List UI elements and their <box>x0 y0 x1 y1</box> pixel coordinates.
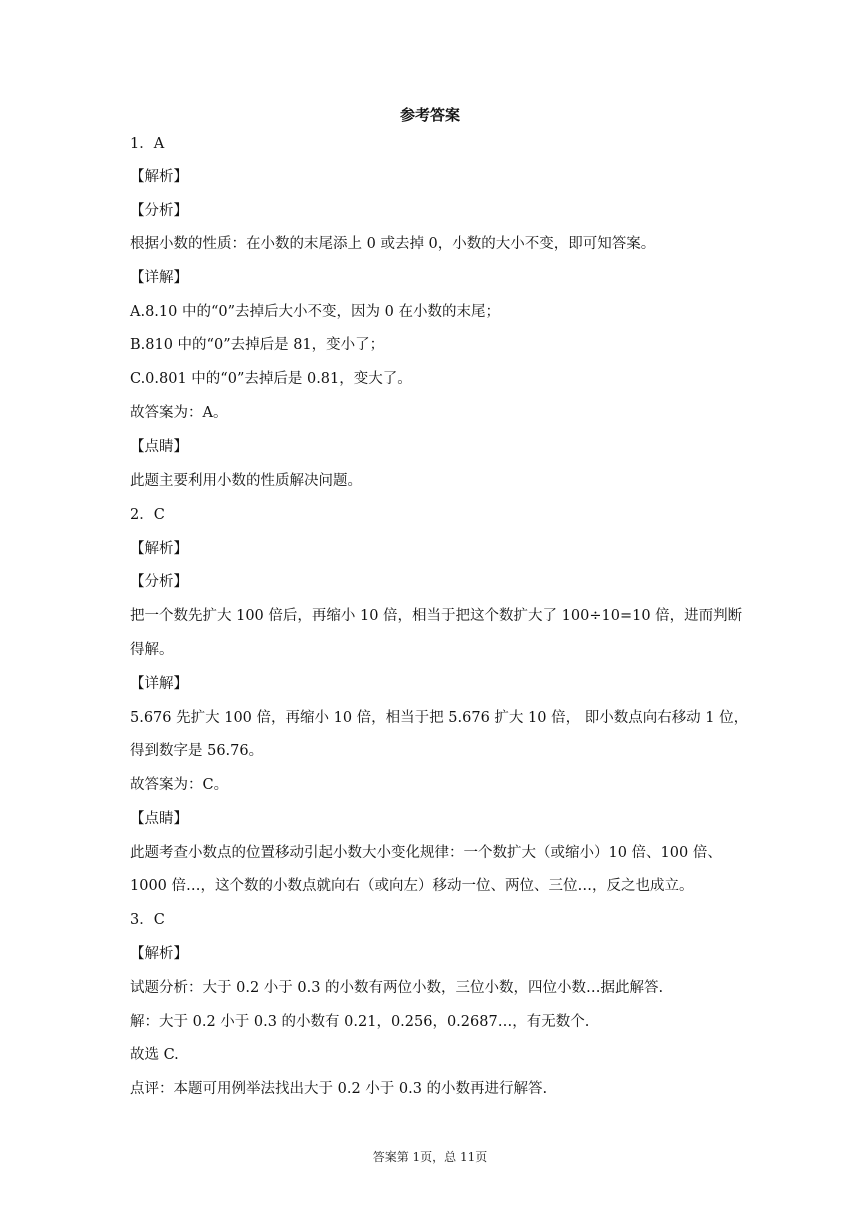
answer-line: 【点睛】 <box>130 439 188 455</box>
answer-line: A.8.10 中的“0”去掉后大小不变，因为 0 在小数的末尾； <box>130 304 500 320</box>
answer-line: 把一个数先扩大 100 倍后，再缩小 10 倍，相当于把这个数扩大了 100÷10=10 倍，进而判断 <box>130 608 743 624</box>
answer-line: 【解析】 <box>130 946 188 962</box>
page-title: 参考答案 <box>399 106 460 124</box>
answer-line: 5.676 先扩大 100 倍，再缩小 10 倍，相当于把 5.676 扩大 10 倍， 即小数点向右移动 1 位， <box>130 710 749 726</box>
answer-line: 解：大于 0.2 小于 0.3 的小数有 0.21，0.256，0.2687…，有无数个. <box>130 1014 590 1030</box>
answer-line: 故答案为：A。 <box>130 405 228 421</box>
answer-line: 【解析】 <box>130 169 188 185</box>
answer-line: 2．C <box>130 507 165 523</box>
answer-line: 【分析】 <box>130 574 188 590</box>
answer-line: 得到数字是 56.76。 <box>130 743 264 759</box>
answer-line: 3．C <box>130 912 165 928</box>
answer-line: C.0.801 中的“0”去掉后是 0.81，变大了。 <box>130 371 412 387</box>
answer-line: 得解。 <box>130 642 174 658</box>
answer-line: 试题分析：大于 0.2 小于 0.3 的小数有两位小数，三位小数，四位小数…据此解答. <box>130 980 664 996</box>
answer-line: 此题主要利用小数的性质解决问题。 <box>130 473 362 489</box>
answer-line: 【解析】 <box>130 541 188 557</box>
answer-line: 根据小数的性质：在小数的末尾添上 0 或去掉 0，小数的大小不变，即可知答案。 <box>130 236 656 252</box>
answer-line: 【点睛】 <box>130 811 188 827</box>
page-footer: 答案第 1页，总 11页 <box>372 1150 488 1164</box>
answer-line: 故选 C. <box>130 1047 179 1063</box>
answer-line: 1．A <box>130 136 165 152</box>
answer-line: B.810 中的“0”去掉后是 81，变小了； <box>130 337 385 353</box>
answer-line: 故答案为：C。 <box>130 777 229 793</box>
answer-line: 【分析】 <box>130 203 188 219</box>
answer-line: 此题考查小数点的位置移动引起小数大小变化规律：一个数扩大（或缩小）10 倍、100 倍、 <box>130 845 722 861</box>
answer-line: 1000 倍…，这个数的小数点就向右（或向左）移动一位、两位、三位…，反之也成立。 <box>130 878 694 894</box>
answer-line: 点评：本题可用例举法找出大于 0.2 小于 0.3 的小数再进行解答. <box>130 1081 548 1097</box>
answer-line: 【详解】 <box>130 676 188 692</box>
answer-line: 【详解】 <box>130 270 188 286</box>
